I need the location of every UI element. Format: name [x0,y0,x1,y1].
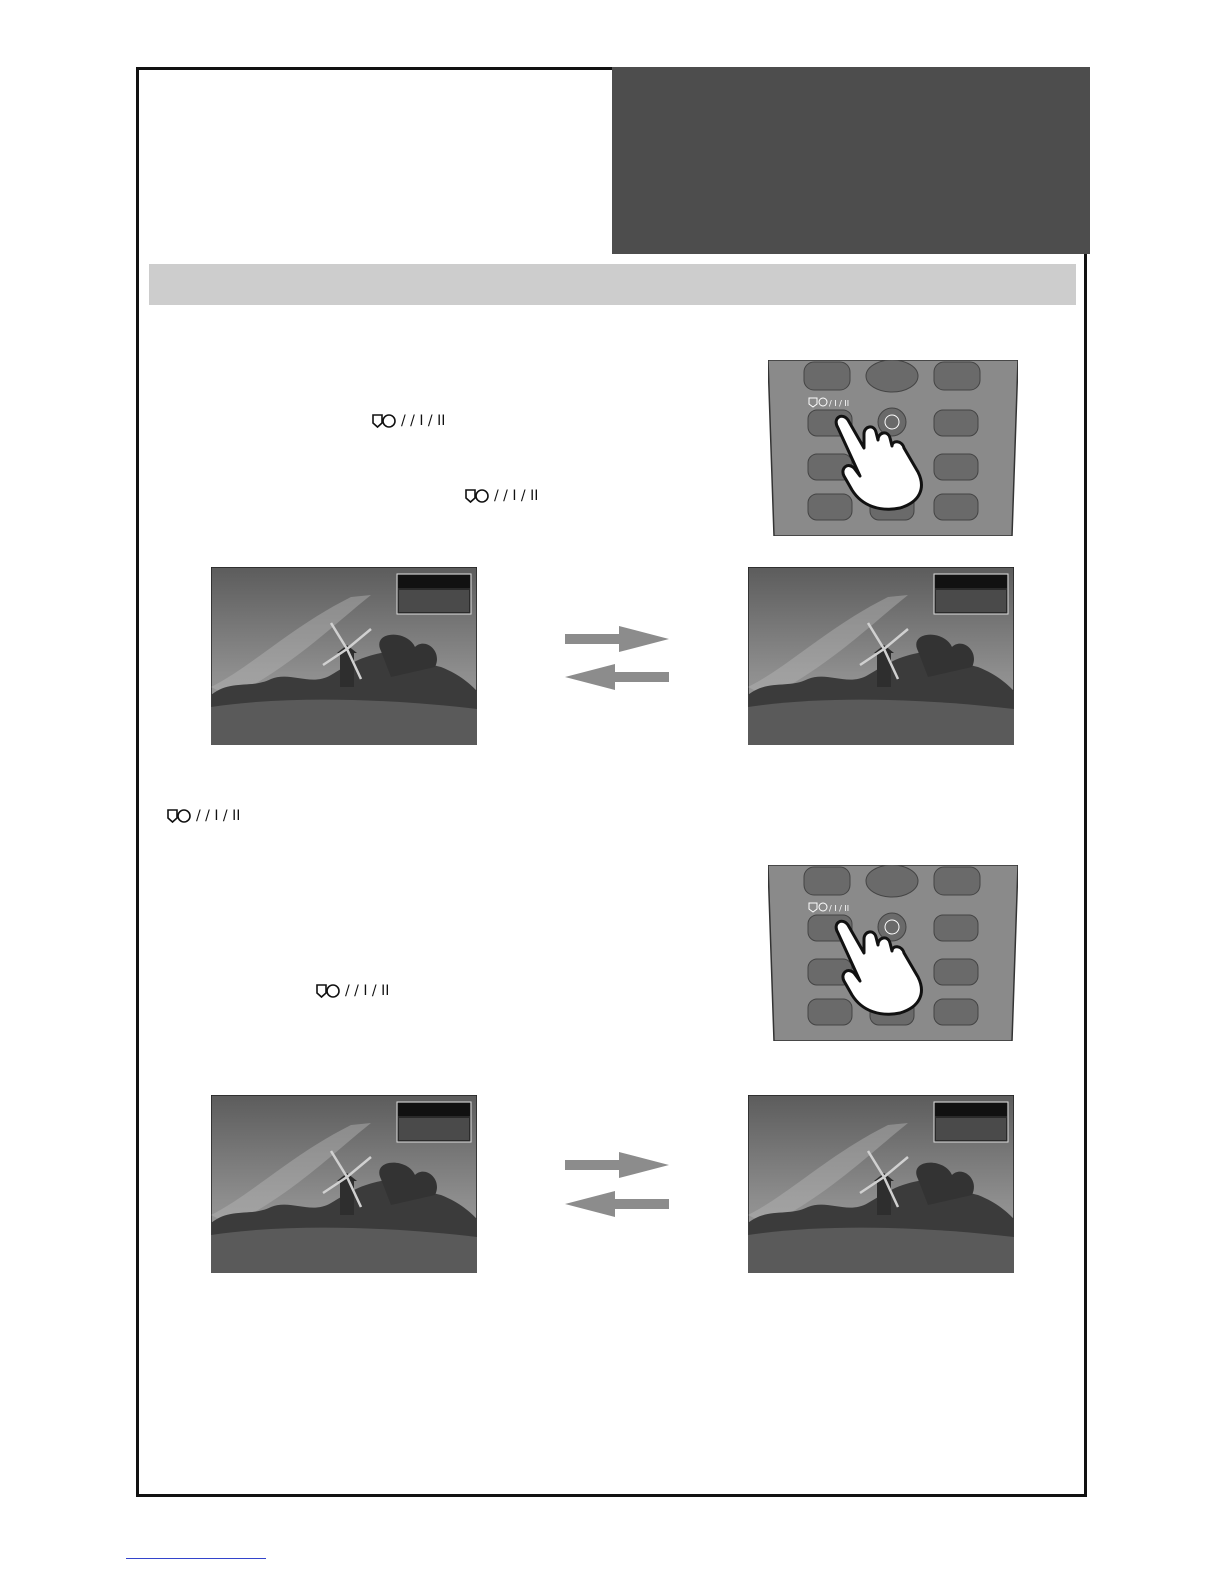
sound-mode-symbol-3 [166,808,240,824]
header-block [612,67,1090,254]
footer-link-underline[interactable] [126,1558,266,1559]
tv-screen-image [748,1095,1014,1273]
tv-screen-image [211,567,477,745]
mono-stereo-icon [371,413,399,429]
tv-screen-image [748,567,1014,745]
sound-mode-symbol-2 [464,488,538,504]
mono-stereo-icon [464,488,492,504]
arrow-right-icon [565,626,669,652]
svg-text:/ I / II: / I / II [829,904,850,913]
remote-control-icon [768,360,1018,536]
sound-symbol-text: / / I / II [494,488,539,504]
arrow-right-icon [565,1152,669,1178]
mono-stereo-icon [166,808,194,824]
sound-mode-symbol-1 [371,413,445,429]
sound-symbol-text: / / I / II [196,808,241,824]
sound-symbol-text: / / I / II [401,413,446,429]
section-bar [149,264,1076,305]
mono-stereo-icon [315,983,343,999]
remote-control-icon [768,865,1018,1041]
arrow-left-icon [565,664,669,690]
arrow-left-icon [565,1191,669,1217]
svg-text:/ I / II: / I / II [829,399,850,408]
sound-symbol-text: / / I / II [345,983,390,999]
sound-mode-symbol-4 [315,983,389,999]
tv-screen-image [211,1095,477,1273]
